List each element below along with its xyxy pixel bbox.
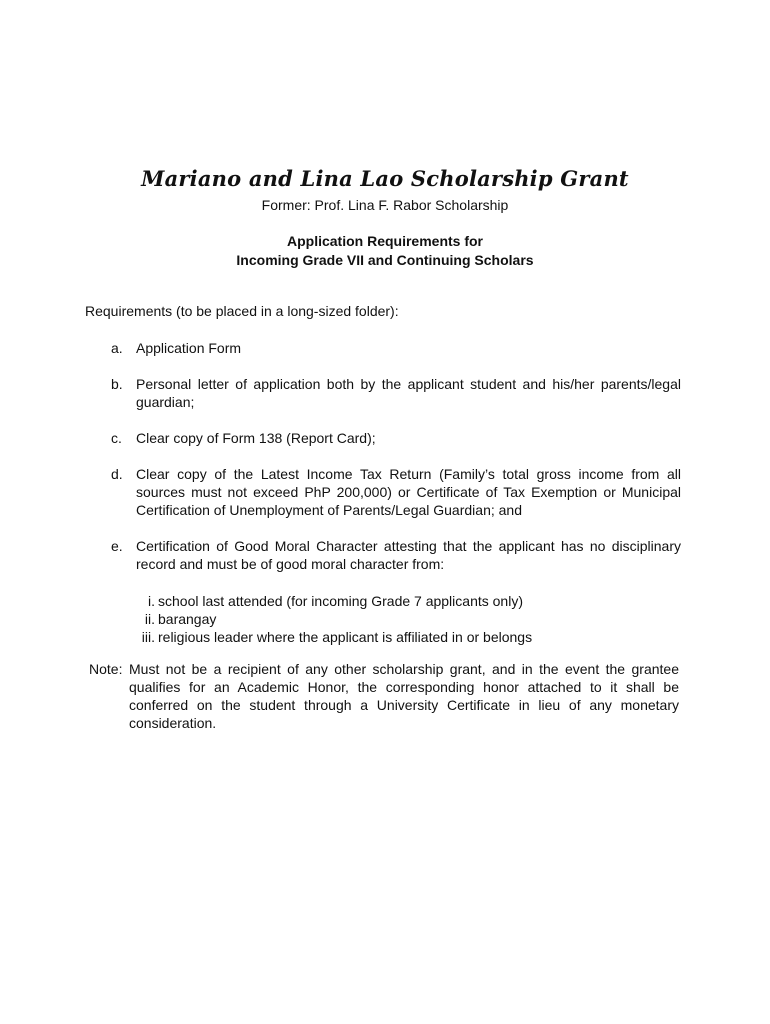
list-marker: a. [111, 340, 123, 356]
sub-requirement-text: school last attended (for incoming Grade 7 applicants only) [158, 593, 523, 609]
requirement-text: Personal letter of application both by the applicant student and his/her parents/legal guardian; [136, 376, 681, 410]
sub-requirement-text: barangay [158, 611, 217, 627]
sub-requirement-item-ii [136, 610, 681, 628]
requirement-text: Clear copy of Form 138 (Report Card); [136, 430, 376, 446]
note-block [89, 660, 679, 732]
requirement-text: Application Form [136, 340, 242, 356]
sub-requirement-item-iii [136, 628, 681, 646]
requirement-item-e [111, 537, 681, 646]
list-marker: c. [111, 430, 122, 446]
document-title: Mariano and Lina Lao Scholarship Grant [141, 166, 629, 191]
requirements-intro: Requirements (to be placed in a long-sized folder): [85, 303, 399, 319]
requirements-list [111, 339, 681, 646]
heading-line-1: Application Requirements for [286, 233, 484, 249]
requirement-item-c [111, 429, 681, 447]
requirement-item-b [111, 375, 681, 411]
list-marker: e. [111, 538, 123, 554]
note-text: Must not be a recipient of any other scholarship grant, and in the event the grantee qualifies for an Academic Honor, the corresponding honor attached to it shall be conferred on the student through a University Certificate in lieu of any monetary consideration. [129, 661, 679, 731]
sub-requirement-item-i [136, 592, 681, 610]
requirements-heading [0, 232, 770, 270]
list-marker: iii. [141, 629, 155, 645]
note-label: Note: [89, 661, 123, 677]
sub-requirements-list [136, 592, 681, 646]
requirement-text: Certification of Good Moral Character attesting that the applicant has no disciplinary record and must be of good moral character from: [136, 538, 681, 572]
sub-requirement-text: religious leader where the applicant is affiliated in or belongs [158, 629, 533, 645]
list-marker: b. [111, 376, 123, 392]
list-marker: i. [148, 593, 155, 609]
list-marker: ii. [144, 611, 155, 627]
heading-line-2: Incoming Grade VII and Continuing Scholars [236, 252, 534, 268]
requirement-item-d [111, 465, 681, 519]
list-marker: d. [111, 466, 123, 482]
document-subtitle: Former: Prof. Lina F. Rabor Scholarship [261, 197, 509, 213]
requirement-text: Clear copy of the Latest Income Tax Return (Family’s total gross income from all sources must not exceed PhP 200,000) or Certificate of Tax Exemption or Municipal Certification of Unemployment of Parents/Legal Guardian; and [136, 466, 681, 518]
requirement-item-a [111, 339, 681, 357]
